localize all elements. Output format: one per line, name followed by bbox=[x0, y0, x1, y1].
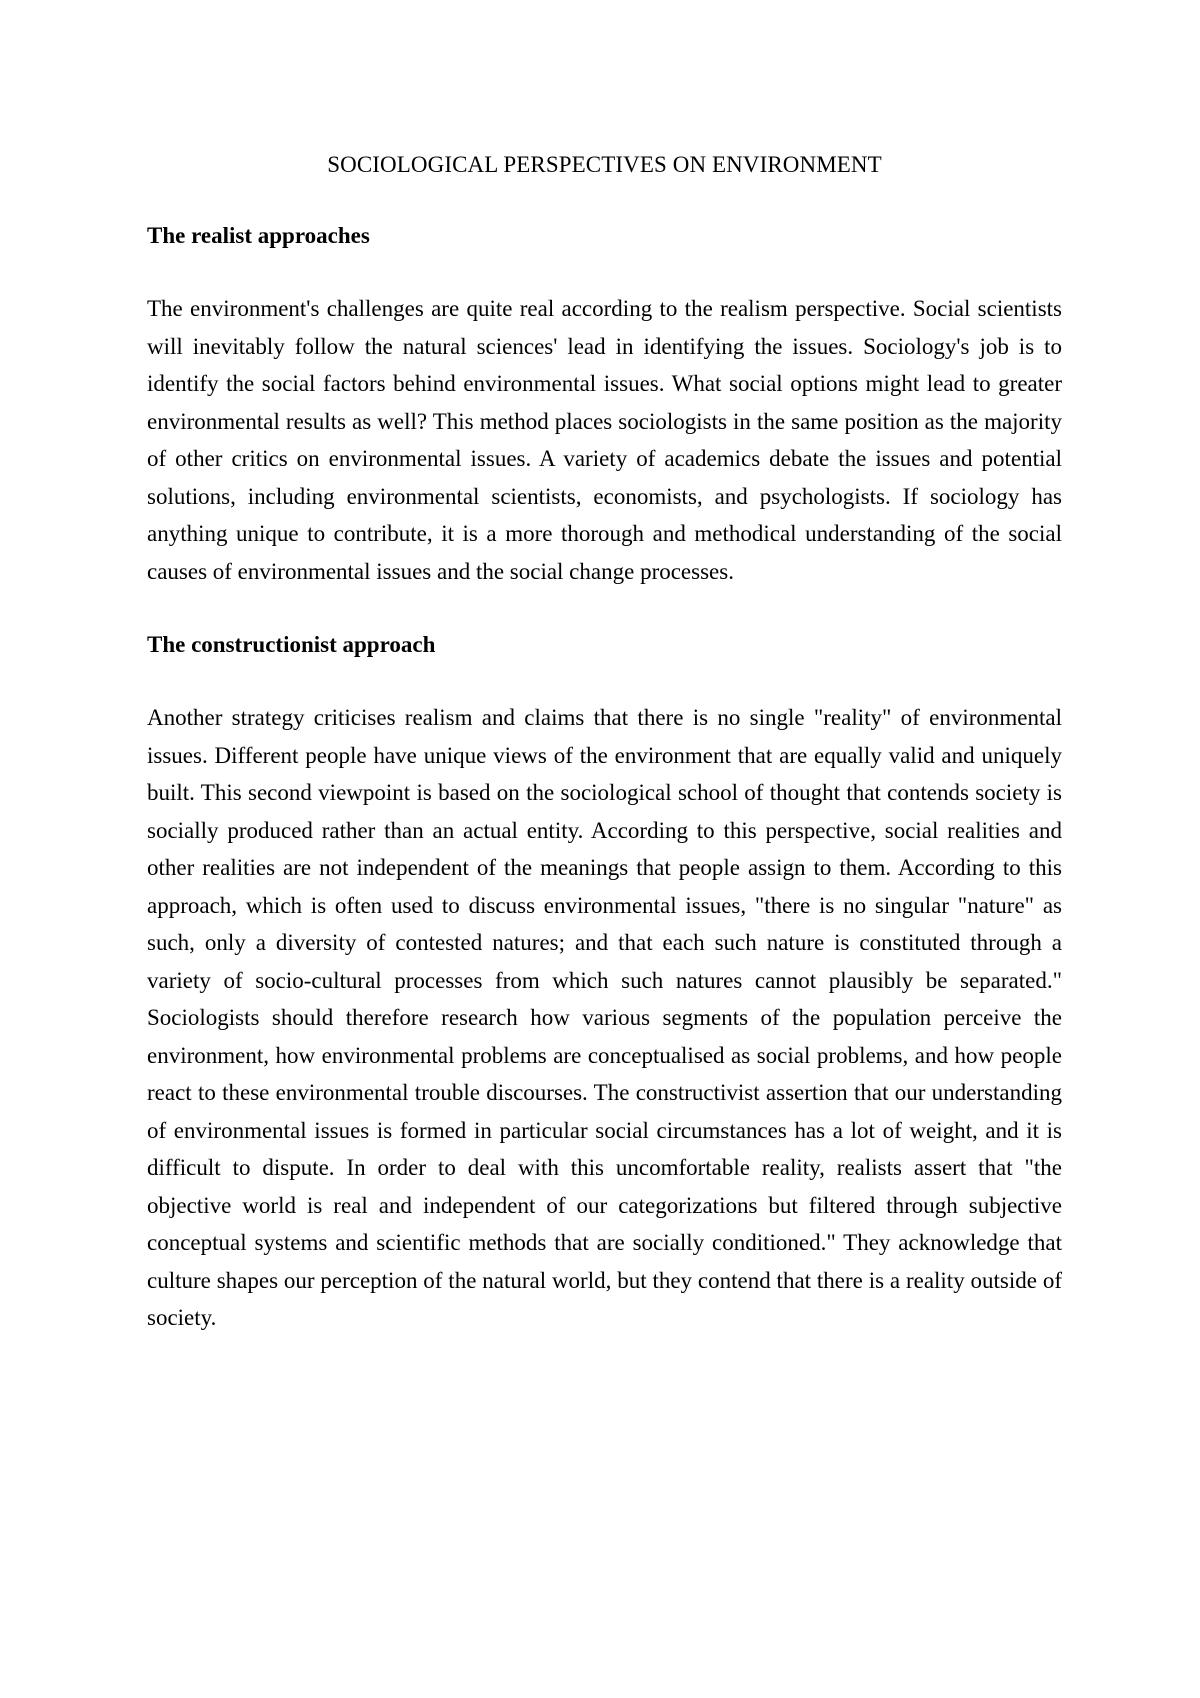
section-heading-constructionist: The constructionist approach bbox=[147, 632, 436, 657]
document-title: SOCIOLOGICAL PERSPECTIVES ON ENVIRONMENT bbox=[327, 152, 882, 177]
section-heading-realist: The realist approaches bbox=[147, 223, 370, 248]
document-content bbox=[147, 146, 1062, 1373]
section-body-constructionist: Another strategy criticises realism and claims that there is no single "reality" of environmental issues. Different people have unique views of the environment that are equally valid and uniquely built. This second viewpoint is based on the sociological school of thought that contends society is socially produced rather than an actual entity. According to this perspective, social realities and other realities are not independent of the meanings that people assign to them. According to this approach, which is often used to discuss environmental issues, "there is no singular "nature" as such, only a diversity of contested natures; and that each such nature is constituted through a variety of socio-cultural processes from which such natures cannot plausibly be separated." Sociologists should therefore research how various segments of the population perceive the environment, how environmental problems are conceptualised as social problems, and how people react to these environmental trouble discourses. The constructivist assertion that our understanding of environmental issues is formed in particular social circumstances has a lot of weight, and it is difficult to dispute. In order to deal with this uncomfortable reality, realists assert that "the objective world is real and independent of our categorizations but filtered through subjective conceptual systems and scientific methods that are socially conditioned." They acknowledge that culture shapes our perception of the natural world, but they contend that there is a reality outside of society. bbox=[147, 705, 1062, 1330]
section-body-realist: The environment's challenges are quite real according to the realism perspective. Social scientists will inevitably follow the natural sciences' lead in identifying the issues. Sociology's job is to identify the social factors behind environmental issues. What social options might lead to greater environmental results as well? This method places sociologists in the same position as the majority of other critics on environmental issues. A variety of academics debate the issues and potential solutions, including environmental scientists, economists, and psychologists. If sociology has anything unique to contribute, it is a more thorough and methodical understanding of the social causes of environmental issues and the social change processes. bbox=[147, 296, 1062, 584]
